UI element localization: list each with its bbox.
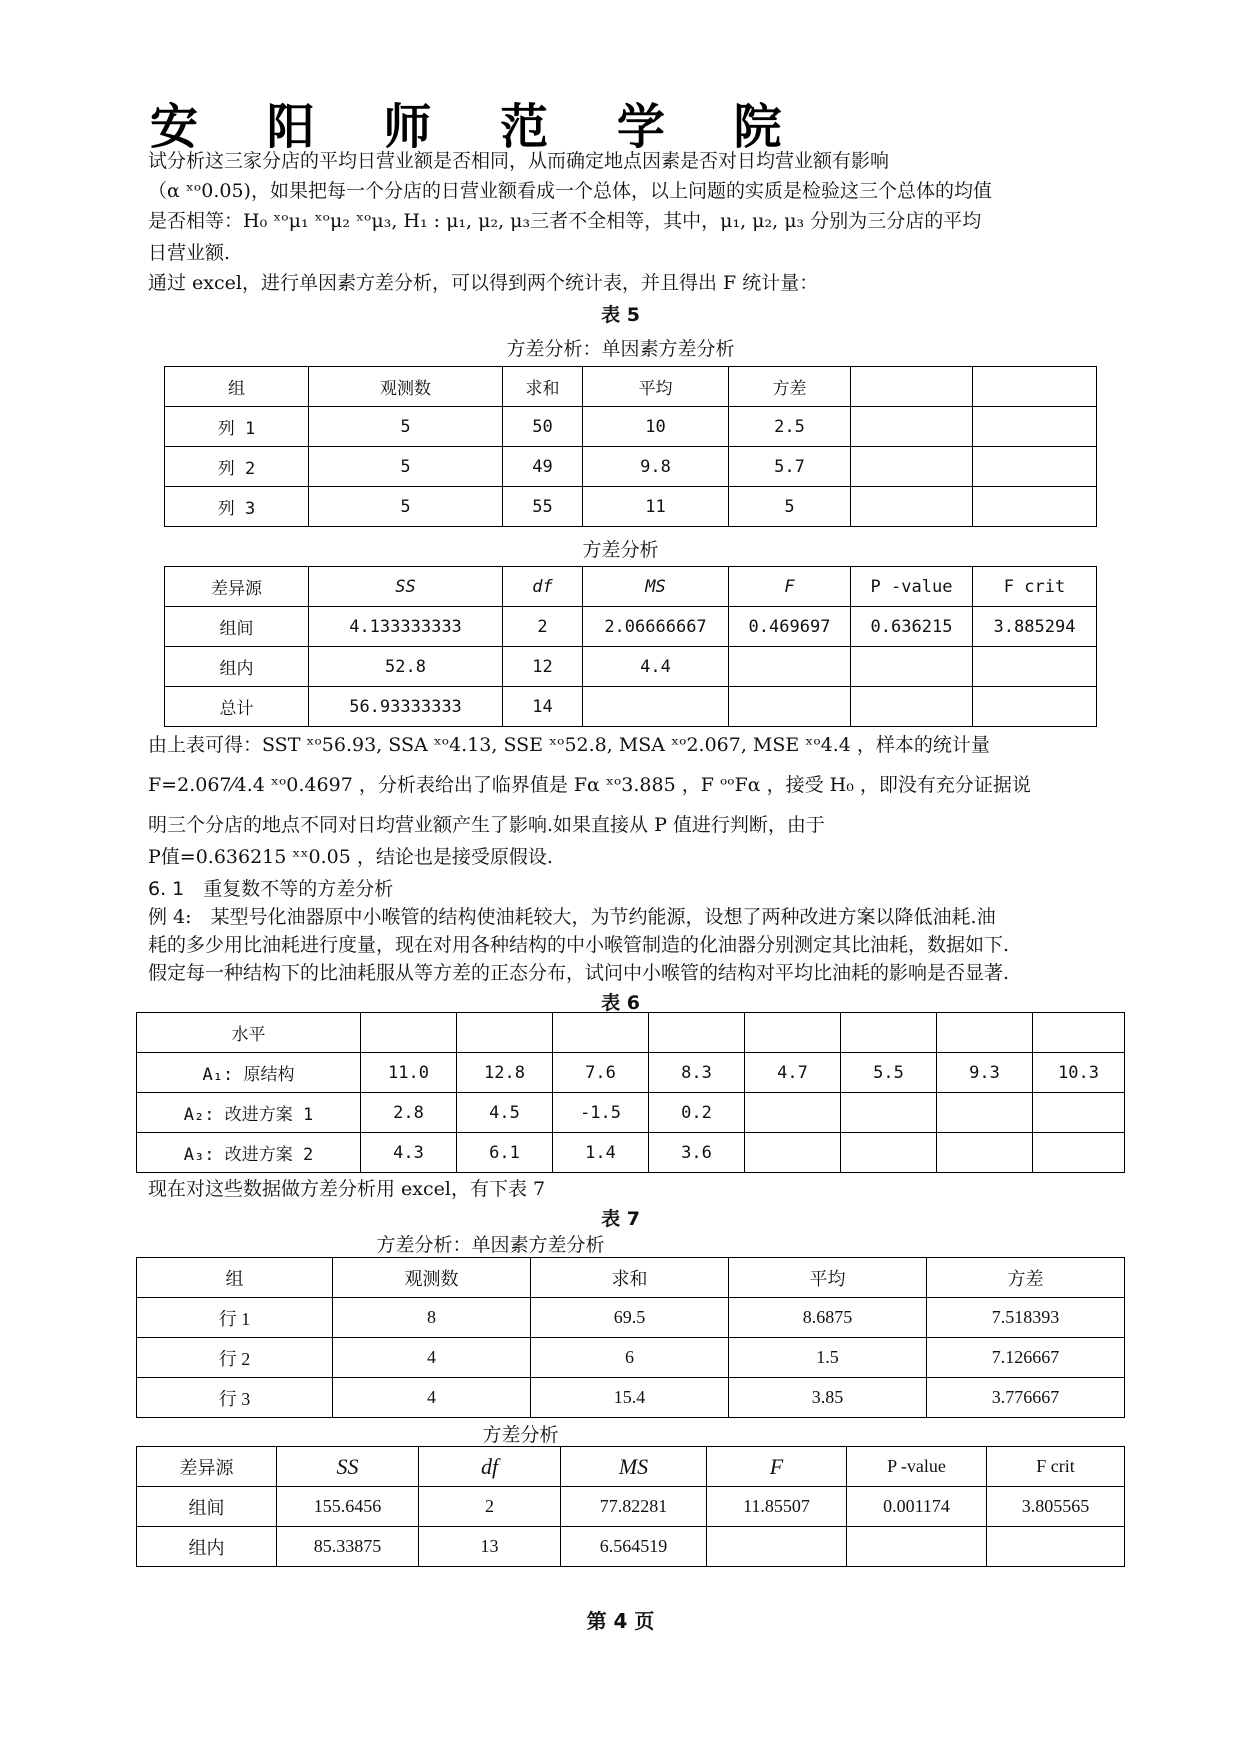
paragraph-line: 由上表可得：SST ˣᵒ56.93, SSA ˣᵒ4.13, SSE ˣᵒ52.8, MSA ˣᵒ2.067, MSE ˣᵒ4.4 ，样本的统计量 bbox=[148, 734, 990, 756]
table-cell: 2.06666667 bbox=[583, 607, 729, 647]
header-cell: 差异源 bbox=[165, 567, 309, 607]
header-cell bbox=[841, 1013, 937, 1053]
table-cell bbox=[851, 487, 973, 527]
table-cell: 56.93333333 bbox=[309, 687, 503, 727]
table-cell: 6 bbox=[531, 1338, 729, 1378]
table-header-row bbox=[137, 1447, 1125, 1487]
header-cell: 方差 bbox=[927, 1258, 1125, 1298]
header-cell bbox=[457, 1013, 553, 1053]
header-cell: 差异源 bbox=[137, 1447, 277, 1487]
table-cell: 10.3 bbox=[1033, 1053, 1125, 1093]
table-cell bbox=[847, 1527, 987, 1567]
table-cell bbox=[851, 407, 973, 447]
table-row bbox=[165, 647, 1097, 687]
header-cell: 平均 bbox=[729, 1258, 927, 1298]
table-cell bbox=[851, 647, 973, 687]
table-cell: 列 2 bbox=[165, 447, 309, 487]
table-cell: 5 bbox=[729, 487, 851, 527]
table5-subtitle: 方差分析：单因素方差分析 bbox=[506, 338, 735, 360]
table-row bbox=[137, 1298, 1125, 1338]
table-cell bbox=[729, 647, 851, 687]
table-cell: 7.6 bbox=[553, 1053, 649, 1093]
table-cell: 4.5 bbox=[457, 1093, 553, 1133]
table-cell: 5 bbox=[309, 447, 503, 487]
table-cell: 4 bbox=[333, 1338, 531, 1378]
header-cell bbox=[553, 1013, 649, 1053]
table-cell: A₁: 原结构 bbox=[137, 1053, 361, 1093]
table-cell: 4.133333333 bbox=[309, 607, 503, 647]
table-cell: 8 bbox=[333, 1298, 531, 1338]
header-cell: 平均 bbox=[583, 367, 729, 407]
table-cell: 1.5 bbox=[729, 1338, 927, 1378]
table-cell: A₂: 改进方案 1 bbox=[137, 1093, 361, 1133]
table-cell: 0.469697 bbox=[729, 607, 851, 647]
table-cell: 13 bbox=[419, 1527, 561, 1567]
table-cell: 2.5 bbox=[729, 407, 851, 447]
table-cell: 7.126667 bbox=[927, 1338, 1125, 1378]
table5 bbox=[164, 366, 1097, 527]
header-cell bbox=[745, 1013, 841, 1053]
table-cell: 5 bbox=[309, 487, 503, 527]
table-row bbox=[165, 407, 1097, 447]
header-cell bbox=[973, 367, 1097, 407]
header-cell bbox=[1033, 1013, 1125, 1053]
table-cell: 8.6875 bbox=[729, 1298, 927, 1338]
header-cell: F crit bbox=[987, 1447, 1125, 1487]
header-cell: 组 bbox=[137, 1258, 333, 1298]
table-cell: 85.33875 bbox=[277, 1527, 419, 1567]
table-cell: 14 bbox=[503, 687, 583, 727]
table-cell: 6.564519 bbox=[561, 1527, 707, 1567]
paragraph-line: F=2.067⁄4.4 ˣᵒ0.4697 ，分析表给出了临界值是 Fα ˣᵒ3.885 ，F ᵒᵒFα ，接受 H₀ ，即没有充分证据说 bbox=[148, 774, 1031, 796]
table-row bbox=[165, 687, 1097, 727]
table-cell bbox=[973, 687, 1097, 727]
paragraph-line: 日营业额. bbox=[148, 242, 231, 264]
table-cell: 9.3 bbox=[937, 1053, 1033, 1093]
table-header-row bbox=[165, 367, 1097, 407]
table-cell bbox=[745, 1133, 841, 1173]
table-cell: 5.7 bbox=[729, 447, 851, 487]
paragraph-line: （α ˣᵒ0.05)，如果把每一个分店的日营业额看成一个总体，以上问题的实质是检验这三个总体的均值 bbox=[148, 180, 992, 202]
header-cell: 求和 bbox=[503, 367, 583, 407]
header-cell: 求和 bbox=[531, 1258, 729, 1298]
header-cell bbox=[937, 1013, 1033, 1053]
header-cell: P -value bbox=[851, 567, 973, 607]
table-cell: -1.5 bbox=[553, 1093, 649, 1133]
table-cell bbox=[729, 687, 851, 727]
table-row bbox=[137, 1053, 1125, 1093]
paragraph-line: P值=0.636215 ˣˣ0.05 ，结论也是接受原假设. bbox=[148, 846, 553, 868]
table-cell: 3.85 bbox=[729, 1378, 927, 1418]
table-row bbox=[137, 1487, 1125, 1527]
anova7-subtitle: 方差分析 bbox=[482, 1424, 559, 1446]
header-cell: P -value bbox=[847, 1447, 987, 1487]
table-cell: 0.001174 bbox=[847, 1487, 987, 1527]
table-cell bbox=[973, 447, 1097, 487]
table-row bbox=[137, 1093, 1125, 1133]
table-cell bbox=[1033, 1093, 1125, 1133]
table7-subtitle: 方差分析：单因素方差分析 bbox=[376, 1234, 605, 1256]
table-row bbox=[137, 1378, 1125, 1418]
header-cell: 水平 bbox=[137, 1013, 361, 1053]
header-cell: SS bbox=[309, 567, 503, 607]
header-cell: df bbox=[419, 1447, 561, 1487]
paragraph-line: 耗的多少用比油耗进行度量，现在对用各种结构的中小喉管制造的化油器分别测定其比油耗，数据如下. bbox=[148, 934, 1010, 956]
institution-header: 安 阳 师 范 学 院 bbox=[150, 99, 808, 155]
table-cell bbox=[1033, 1133, 1125, 1173]
header-cell bbox=[851, 367, 973, 407]
table6-caption: 表 6 bbox=[601, 992, 640, 1014]
table-cell: 2.8 bbox=[361, 1093, 457, 1133]
table-cell bbox=[973, 487, 1097, 527]
table-cell bbox=[851, 687, 973, 727]
table-cell: 组内 bbox=[137, 1527, 277, 1567]
table-cell: 6.1 bbox=[457, 1133, 553, 1173]
table-cell: 155.6456 bbox=[277, 1487, 419, 1527]
paragraph-line: 试分析这三家分店的平均日营业额是否相同，从而确定地点因素是否对日均营业额有影响 bbox=[148, 150, 890, 172]
table-cell: 3.885294 bbox=[973, 607, 1097, 647]
header-cell: F crit bbox=[973, 567, 1097, 607]
table-cell: 12 bbox=[503, 647, 583, 687]
table-cell: 总计 bbox=[165, 687, 309, 727]
table-cell: 组间 bbox=[137, 1487, 277, 1527]
table-cell: 4.3 bbox=[361, 1133, 457, 1173]
header-cell: 观测数 bbox=[333, 1258, 531, 1298]
table-cell: 50 bbox=[503, 407, 583, 447]
table-cell bbox=[707, 1527, 847, 1567]
table5-caption: 表 5 bbox=[601, 304, 640, 326]
table-cell: 10 bbox=[583, 407, 729, 447]
table-cell: 4.7 bbox=[745, 1053, 841, 1093]
table-cell: 2 bbox=[503, 607, 583, 647]
table-cell: 77.82281 bbox=[561, 1487, 707, 1527]
table-cell: 组间 bbox=[165, 607, 309, 647]
table-cell: 55 bbox=[503, 487, 583, 527]
paragraph-line: 现在对这些数据做方差分析用 excel，有下表 7 bbox=[148, 1178, 546, 1200]
paragraph-line: 假定每一种结构下的比油耗服从等方差的正态分布，试问中小喉管的结构对平均比油耗的影响是否显著. bbox=[148, 962, 1010, 984]
table-cell: 8.3 bbox=[649, 1053, 745, 1093]
table-cell: 列 1 bbox=[165, 407, 309, 447]
table-cell: 15.4 bbox=[531, 1378, 729, 1418]
table-cell bbox=[583, 687, 729, 727]
paragraph-line: 明三个分店的地点不同对日均营业额产生了影响.如果直接从 P 值进行判断，由于 bbox=[148, 814, 825, 836]
table-cell: 2 bbox=[419, 1487, 561, 1527]
table-cell bbox=[745, 1093, 841, 1133]
table-cell: 行 3 bbox=[137, 1378, 333, 1418]
header-cell: 方差 bbox=[729, 367, 851, 407]
table-row bbox=[137, 1527, 1125, 1567]
table-cell bbox=[973, 647, 1097, 687]
anova5-table bbox=[164, 566, 1097, 727]
table-cell: 12.8 bbox=[457, 1053, 553, 1093]
table-cell: 行 1 bbox=[137, 1298, 333, 1338]
table-row bbox=[165, 607, 1097, 647]
table-row bbox=[165, 447, 1097, 487]
table-cell: 11.85507 bbox=[707, 1487, 847, 1527]
table6 bbox=[136, 1012, 1125, 1173]
table-header-row bbox=[137, 1013, 1125, 1053]
table-cell: 4 bbox=[333, 1378, 531, 1418]
table-cell bbox=[987, 1527, 1125, 1567]
table-cell bbox=[973, 407, 1097, 447]
table-cell: 3.776667 bbox=[927, 1378, 1125, 1418]
table-cell: 49 bbox=[503, 447, 583, 487]
header-cell: 观测数 bbox=[309, 367, 503, 407]
header-cell: df bbox=[503, 567, 583, 607]
paragraph-line: 例 4: 某型号化油器原中小喉管的结构使油耗较大，为节约能源，设想了两种改进方案以降低油耗.油 bbox=[148, 906, 996, 928]
table-cell bbox=[937, 1133, 1033, 1173]
table-header-row bbox=[165, 567, 1097, 607]
table-cell: 69.5 bbox=[531, 1298, 729, 1338]
anova5-subtitle: 方差分析 bbox=[582, 539, 659, 561]
table-cell: 9.8 bbox=[583, 447, 729, 487]
header-cell bbox=[649, 1013, 745, 1053]
header-cell: 组 bbox=[165, 367, 309, 407]
table-cell: 组内 bbox=[165, 647, 309, 687]
table-cell: 11 bbox=[583, 487, 729, 527]
table7 bbox=[136, 1257, 1125, 1418]
table-row bbox=[165, 487, 1097, 527]
table-cell: 0.2 bbox=[649, 1093, 745, 1133]
table-cell: A₃: 改进方案 2 bbox=[137, 1133, 361, 1173]
table-cell: 7.518393 bbox=[927, 1298, 1125, 1338]
table-row bbox=[137, 1133, 1125, 1173]
paragraph-line: 是否相等：H₀ ˣᵒμ₁ ˣᵒμ₂ ˣᵒμ₃, H₁ : μ₁, μ₂, μ₃三者不全相等，其中，μ₁, μ₂, μ₃ 分别为三分店的平均 bbox=[148, 210, 982, 232]
page-number: 第 4 页 bbox=[586, 1609, 655, 1633]
table-row bbox=[137, 1338, 1125, 1378]
header-cell: F bbox=[707, 1447, 847, 1487]
table-cell: 1.4 bbox=[553, 1133, 649, 1173]
table-cell: 3.6 bbox=[649, 1133, 745, 1173]
header-cell bbox=[361, 1013, 457, 1053]
table-cell: 3.805565 bbox=[987, 1487, 1125, 1527]
table-cell: 5 bbox=[309, 407, 503, 447]
header-cell: SS bbox=[277, 1447, 419, 1487]
table-cell: 5.5 bbox=[841, 1053, 937, 1093]
table-cell bbox=[841, 1093, 937, 1133]
table-header-row bbox=[137, 1258, 1125, 1298]
header-cell: MS bbox=[583, 567, 729, 607]
table-cell bbox=[841, 1133, 937, 1173]
section-heading: 6. 1 重复数不等的方差分析 bbox=[148, 878, 394, 900]
table-cell: 0.636215 bbox=[851, 607, 973, 647]
header-cell: MS bbox=[561, 1447, 707, 1487]
table-cell: 列 3 bbox=[165, 487, 309, 527]
table-cell: 11.0 bbox=[361, 1053, 457, 1093]
table7-caption: 表 7 bbox=[601, 1208, 640, 1230]
table-cell bbox=[851, 447, 973, 487]
paragraph-line: 通过 excel，进行单因素方差分析，可以得到两个统计表，并且得出 F 统计量： bbox=[148, 272, 819, 294]
table-cell: 4.4 bbox=[583, 647, 729, 687]
anova7-table bbox=[136, 1446, 1125, 1567]
header-cell: F bbox=[729, 567, 851, 607]
table-cell: 行 2 bbox=[137, 1338, 333, 1378]
table-cell: 52.8 bbox=[309, 647, 503, 687]
table-cell bbox=[937, 1093, 1033, 1133]
